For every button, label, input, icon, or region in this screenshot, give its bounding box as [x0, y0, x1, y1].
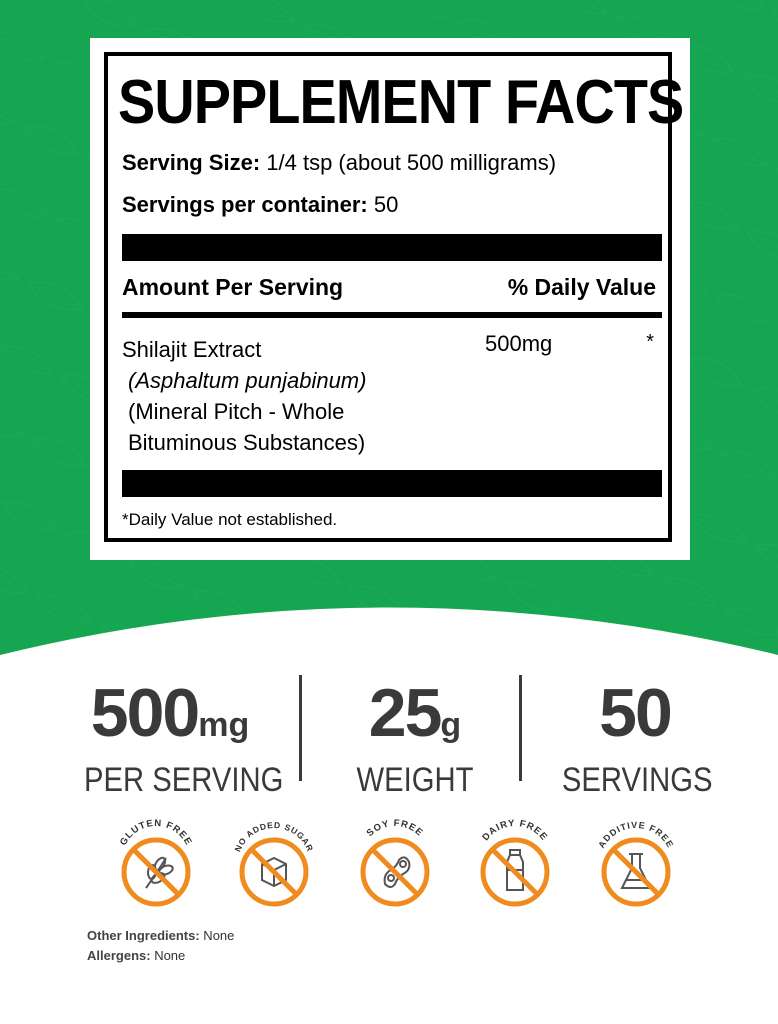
supplement-facts-panel — [90, 38, 690, 560]
badge-gluten-free — [108, 812, 204, 908]
wheat-icon — [108, 812, 204, 908]
footnote: *Daily Value not established. — [122, 510, 338, 529]
serving-size — [122, 150, 556, 176]
sugar-cube-icon — [226, 812, 322, 908]
ingredient-daily-value: * — [646, 331, 654, 353]
facts-title: SUPPLEMENT FACTS — [118, 68, 684, 137]
divider-bar-thin — [122, 312, 662, 318]
allergens-label: Allergens: — [87, 948, 151, 963]
badge-no-added-sugar — [226, 812, 322, 908]
soybean-icon — [347, 812, 443, 908]
badge-additive-free — [588, 812, 684, 908]
ingredient-latin-name: (Asphaltum punjabinum) — [128, 368, 367, 393]
stat-weight — [330, 675, 500, 800]
stat-value: 500mg — [90, 675, 250, 751]
serving-size-value: 1/4 tsp (about 500 milligrams) — [260, 150, 557, 175]
other-ingredients-value: None — [199, 928, 235, 943]
header-amount-per-serving: Amount Per Serving — [122, 274, 344, 300]
svg-text:GLUTEN FREE: GLUTEN FREE — [117, 817, 195, 848]
stat-value: 25g — [368, 675, 462, 751]
allergens-value: None — [150, 948, 186, 963]
divider-bar-top — [122, 234, 662, 261]
svg-text:SOY FREE: SOY FREE — [364, 817, 426, 840]
ingredient-row — [122, 334, 366, 458]
ingredient-amount: 500mg — [485, 331, 553, 356]
supplement-facts-box — [104, 52, 684, 542]
ingredient-description-2: Bituminous Substances) — [128, 430, 366, 455]
other-ingredients-label: Other Ingredients: — [87, 928, 200, 943]
header-daily-value: % Daily Value — [507, 274, 656, 300]
badge-dairy-free — [467, 812, 563, 908]
stat-label: WEIGHT — [356, 761, 474, 799]
ingredient-description-1: (Mineral Pitch - Whole — [128, 399, 345, 424]
svg-text:DAIRY FREE: DAIRY FREE — [480, 817, 550, 844]
stat-label: SERVINGS — [561, 761, 713, 799]
other-ingredients — [87, 928, 234, 943]
stat-divider — [299, 675, 302, 781]
stat-label: PER SERVING — [84, 761, 284, 799]
svg-text:ADDITIVE FREE: ADDITIVE FREE — [596, 819, 676, 850]
stat-value: 50 — [599, 675, 671, 751]
allergens — [87, 948, 185, 963]
flask-icon — [588, 812, 684, 908]
servings-per-label: Servings per container: — [122, 192, 368, 217]
stat-divider — [519, 675, 522, 781]
svg-text:NO ADDED SUGAR: NO ADDED SUGAR — [232, 819, 316, 854]
milk-bottle-icon — [467, 812, 563, 908]
ingredient-name: Shilajit Extract — [122, 337, 262, 362]
badge-soy-free — [347, 812, 443, 908]
stat-per-serving — [70, 675, 284, 800]
servings-per-container — [122, 192, 398, 218]
servings-per-value: 50 — [367, 192, 399, 217]
divider-bar-bottom — [122, 470, 662, 497]
stat-servings — [550, 675, 720, 800]
serving-size-label: Serving Size: — [122, 150, 261, 175]
